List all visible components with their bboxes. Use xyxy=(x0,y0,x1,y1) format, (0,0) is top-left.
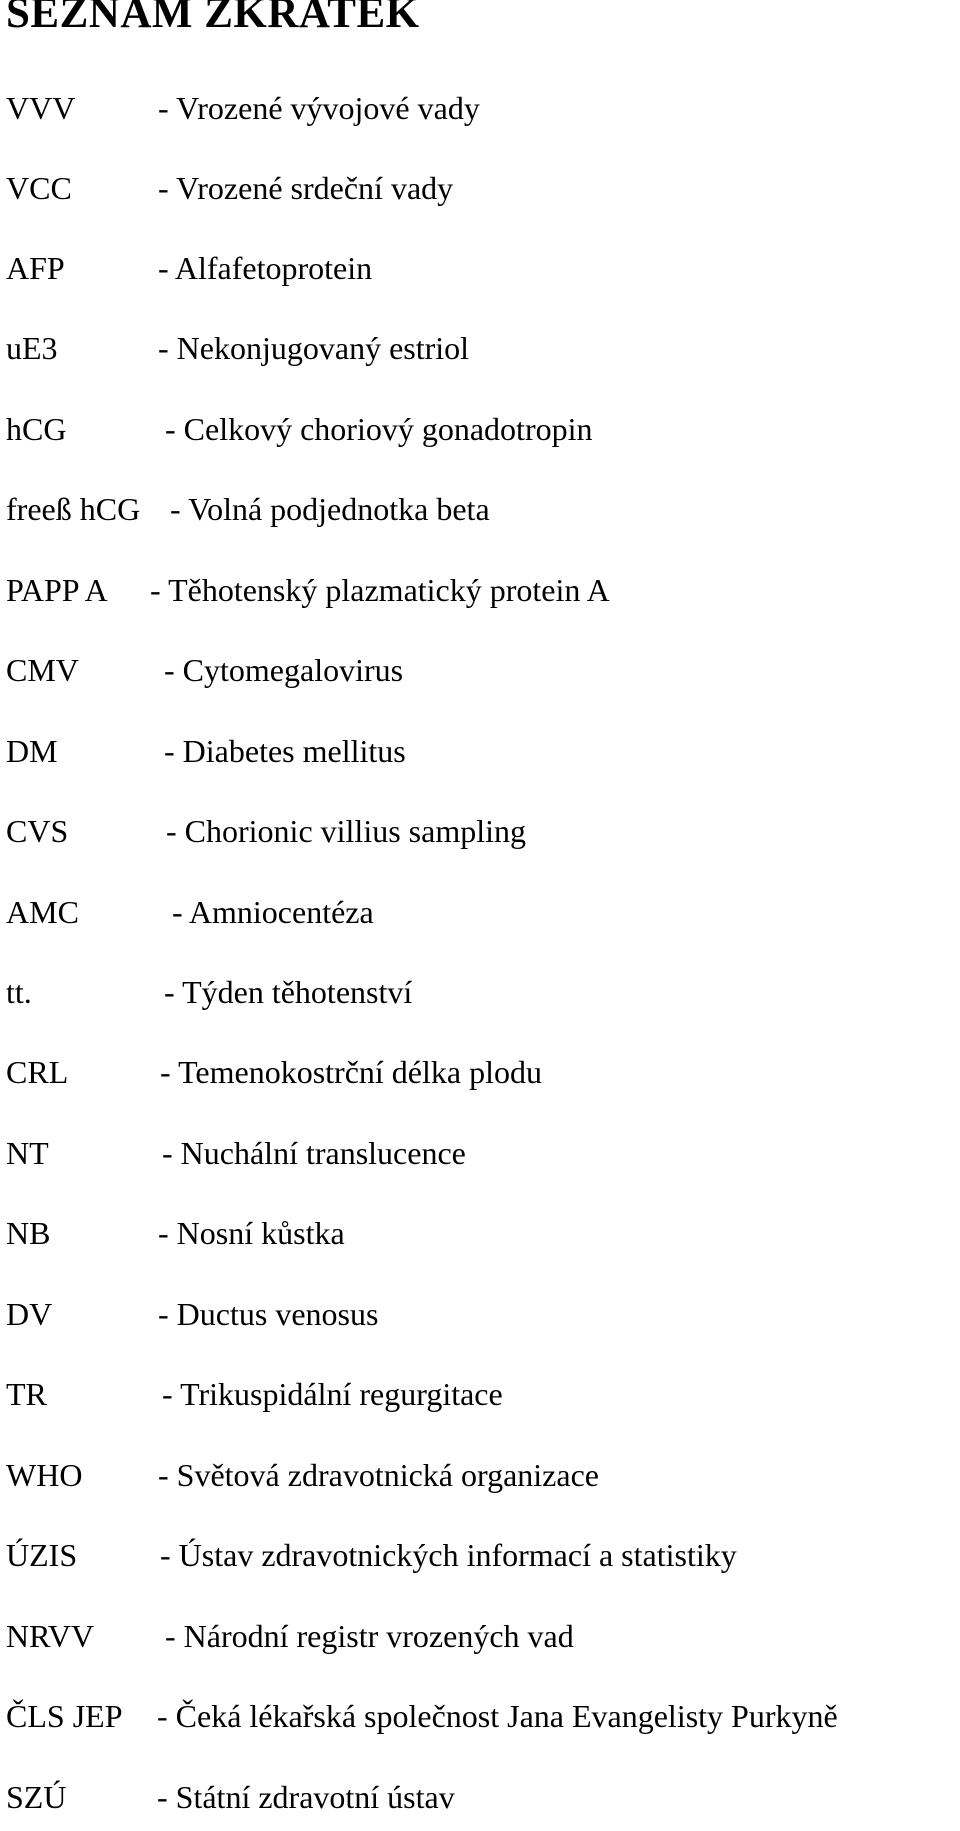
definition: - Nekonjugovaný estriol xyxy=(158,330,470,366)
list-item xyxy=(0,1459,960,1509)
list-item xyxy=(0,252,960,302)
list-item xyxy=(0,1620,960,1670)
definition: - Nuchální translucence xyxy=(162,1135,466,1171)
definition: - Temenokostrční délka plodu xyxy=(160,1054,542,1090)
list-item xyxy=(0,1378,960,1428)
abbreviation: PAPP A xyxy=(6,572,108,608)
list-item xyxy=(0,654,960,704)
definition: - Chorionic villius sampling xyxy=(166,813,526,849)
abbreviation: VVV xyxy=(6,90,76,126)
list-item xyxy=(0,1217,960,1267)
definition: - Čeká lékařská společnost Jana Evangelisty Purkyně xyxy=(157,1698,838,1734)
list-item xyxy=(0,92,960,142)
definition: - Celkový choriový gonadotropin xyxy=(165,411,593,447)
abbreviation: NRVV xyxy=(6,1618,95,1654)
definition: - Nosní kůstka xyxy=(158,1215,345,1251)
abbreviation: WHO xyxy=(6,1457,83,1493)
abbreviation: freeß hCG xyxy=(6,491,141,527)
definition: - Volná podjednotka beta xyxy=(170,491,490,527)
definition: - Týden těhotenství xyxy=(164,974,413,1010)
abbreviation: CMV xyxy=(6,652,79,688)
abbreviation: ČLS JEP xyxy=(6,1698,123,1734)
abbreviation: hCG xyxy=(6,411,67,447)
definition: - Státní zdravotní ústav xyxy=(157,1779,455,1815)
page-title: SEZNAM ZKRATEK xyxy=(6,0,420,37)
list-item xyxy=(0,172,960,222)
definition: - Vrozené vývojové vady xyxy=(158,90,480,126)
list-item xyxy=(0,815,960,865)
list-item xyxy=(0,976,960,1026)
list-item xyxy=(0,1700,960,1750)
abbreviation: SZÚ xyxy=(6,1779,67,1815)
abbreviation: NT xyxy=(6,1135,49,1171)
abbreviation: NB xyxy=(6,1215,51,1251)
abbreviation: VCC xyxy=(6,170,72,206)
list-item xyxy=(0,413,960,463)
definition: - Těhotenský plazmatický protein A xyxy=(150,572,610,608)
definition: - Trikuspidální regurgitace xyxy=(162,1376,503,1412)
abbreviation: TR xyxy=(6,1376,47,1412)
definition: - Národní registr vrozených vad xyxy=(165,1618,574,1654)
list-item xyxy=(0,1137,960,1187)
list-item xyxy=(0,1781,960,1831)
abbreviation: ÚZIS xyxy=(6,1537,78,1573)
definition: - Ductus venosus xyxy=(158,1296,379,1332)
list-item xyxy=(0,896,960,946)
list-item xyxy=(0,1056,960,1106)
abbreviation: CRL xyxy=(6,1054,69,1090)
definition: - Amniocentéza xyxy=(172,894,374,930)
list-item xyxy=(0,1298,960,1348)
abbreviation: DV xyxy=(6,1296,53,1332)
list-item xyxy=(0,1539,960,1589)
definition: - Světová zdravotnická organizace xyxy=(158,1457,599,1493)
abbreviation: uE3 xyxy=(6,330,58,366)
abbreviation: tt. xyxy=(6,974,32,1010)
definition: - Vrozené srdeční vady xyxy=(158,170,454,206)
list-item xyxy=(0,493,960,543)
abbreviation: AMC xyxy=(6,894,79,930)
abbreviation: CVS xyxy=(6,813,69,849)
list-item xyxy=(0,332,960,382)
definition: - Ústav zdravotnických informací a statistiky xyxy=(160,1537,737,1573)
abbreviation: DM xyxy=(6,733,58,769)
list-item xyxy=(0,574,960,624)
definition: - Diabetes mellitus xyxy=(164,733,406,769)
definition: - Cytomegalovirus xyxy=(164,652,404,688)
definition: - Alfafetoprotein xyxy=(158,250,373,286)
abbreviation: AFP xyxy=(6,250,65,286)
list-item xyxy=(0,735,960,785)
